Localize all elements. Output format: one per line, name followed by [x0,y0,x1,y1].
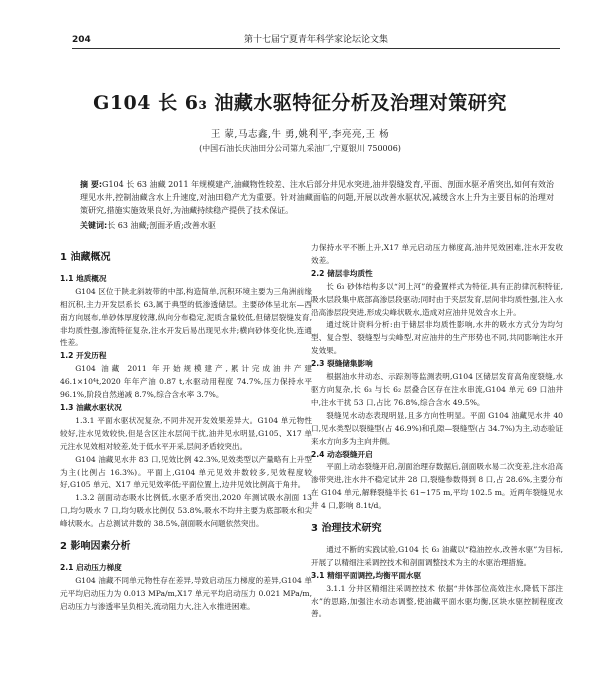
abstract [80,178,554,217]
affiliation: (中国石油长庆油田分公司第九采油厂,宁夏银川 750006) [199,144,401,153]
paper-title: G104 长 6₃ 油藏水驱特征分析及治理对策研究 [93,92,507,114]
journal-title: 第十七届宁夏青年科学家论坛论文集 [243,35,388,45]
section-heading: 1 油藏概况 [60,252,111,263]
keywords-text: 长 63 油藏;剖面矛盾;改善水驱 [107,221,216,230]
body-paragraph: 通过统计资料分析:由于储层非均质性影响,水井的吸水方式分为均匀型、复合型、裂缝型与尖峰型,对应油井的生产形势也不同,共同影响注水开发效果。 [311,320,563,356]
keywords [80,219,554,232]
subsection-heading: 1.3 油藏水驱状况 [60,402,122,412]
body-paragraph: G104 油藏见水井 83 口,见效比例 42.3%,见效类型以产量略有上升型为主(比例占 16.3%)。平面上,G104 单元见效井数较多,见效程度较好,G105 单元、X17 单元见效率低;平面位置上,边井见效比例高于角井。 [60,454,312,490]
body-paragraph: 1.3.2 剖面动态吸水比例低,水驱矛盾突出,2020 年测试吸水剖面 13 口,均匀吸水 7 口,均匀吸水比例仅 53.8%,吸水不均井主要为底部吸水和尖峰状吸水。占总测试井数的 38.5%,剖面吸水问题依然突出。 [60,493,312,529]
body-paragraph: 力保持水平不断上升,X17 单元启动压力梯度高,油井见效困难,注水开发收效差。 [311,243,563,265]
subsection-heading: 1.1 地质概况 [60,273,107,283]
subsection-heading: 1.2 开发历程 [60,351,107,361]
page-number: 204 [72,35,91,45]
body-paragraph: 通过不断的实践试验,G104 长 6₃ 油藏以“稳油控水,改善水驱”为目标,开展了以精细注采调控技术和剖面调整技术为主的水驱治理措施。 [311,544,563,567]
body-paragraph: 3.1.1 分井区精细注采调控技术 依据“井体部位高效注水,降低下部注水”的思路,加强注水动态调整,使油藏平面水驱均衡,区块水驱控制程度改善。 [311,583,563,619]
section-heading: 3 治理技术研究 [311,523,382,535]
body-paragraph: 根据油水井动态、示踪剂等监测表明,G104 区储层发育高角度裂缝,水驱方向复杂,长 6₃ 与长 6₂ 层叠合区存在注水串流,G104 单元 69 口油井中,注水干扰 53 口,占比 76.8%,综合含水 49.5%。 [311,372,563,407]
subsection-heading: 2.3 裂缝储集影响 [311,359,373,369]
body-paragraph: G104 油藏不同单元物性存在差异,导致启动压力梯度的差异,G104 单元平均启动压力为 0.013 MPa/m,X17 单元平均启动压力 0.021 MPa/m,启动压力与渗透率呈负相关,流动阻力大,注入水推进困难。 [60,575,312,611]
body-paragraph: 裂缝见水动态表现明显,且多方向性明显。平面 G104 油藏见水井 40 口,见水类型以裂缝型(占 46.9%)和孔隙—裂缝型(占 34.7%)为主,动态验证来水方向多为主向井侧。 [311,410,563,446]
running-header [72,34,560,49]
subsection-heading: 2.1 启动压力梯度 [60,562,122,572]
left-column [60,242,312,614]
author-list: 王 蒙,马志鑫,牛 勇,姚利平,李亮亮,王 杨 [210,129,390,140]
abstract-text: G104 长 63 油藏 2011 年规模建产,油藏物性较差、注水后部分井见水突进,油井裂缝发育,平面、剖面水驱矛盾突出,如何有效治理见水井,控制油藏含水上升速度,对油田稳产尤为重要。针对油藏面临的问题,开展以改善水驱状况,减缓含水上升为主要目标的治理对策研究,措施实施效果良好,为油藏持续稳产提供了技术保证。 [80,180,555,215]
subsection-heading: 2.4 动态裂缝开启 [311,449,373,459]
keywords-label: 关键词: [80,221,108,230]
subsection-heading: 2.2 储层非均质性 [311,268,373,278]
right-column [311,242,563,621]
body-paragraph: G104 油藏 2011 年开始规模建产,累计完成油井产建 46.1×10⁴t,2020 年年产油 0.87 t,水驱动用程度 74.7%,压力保持水平 96.1%,阶段自然递减 8.7%,综合含水率 3.7%。 [60,364,312,400]
body-paragraph: G104 区位于陕北斜坡带的中部,构造简单,沉积环境主要为三角洲前缘相沉积,主力开发层系长 63,属于典型的低渗透储层。主要砂体呈北东—西南方向展布,单砂体厚度较薄,纵向分布稳定,泥质含量较低,但储层裂缝发育,非均质性强,渗流特征复杂,注水开发后易出现见水井;横向砂体变化快,连通性差。 [60,286,312,348]
body-paragraph: 平面上动态裂缝开启,剖面治理存数据后,剖面吸水易二次变差,注水沿高渗带突进,注水井不稳定试井 28 口,裂缝参数得到 8 口,占 28.6%,主要分布在 G104 单元,解释裂缝半长 61~175 m,平均 102.5 m。近两年裂缝见水井 4 口,影响 8.1t/d。 [311,462,563,511]
abstract-label: 摘 要: [80,180,103,189]
subsection-heading: 3.1 精细平面调控,均衡平面水驱 [311,570,422,580]
body-paragraph: 1.3.1 平面水驱状况复杂,不同井况开发效果差异大。G104 单元物性较好,注水见效较快,但是含区注水层间干扰,油井见水明显,G105、X17 单元注水见效相对较差,处于低水平开采,层间矛盾较突出。 [60,415,312,451]
body-paragraph: 长 6₃ 砂体结构多以“河上河”的叠置样式为特征,具有正韵律沉积特征,吸水层段集中底部高渗层段驱动;同时由于夹层发育,层间非均质性强,注入水沿高渗层段突进,形成尖峰状吸水,造成对应油井见效含水上升。 [311,281,563,317]
section-heading: 2 影响因素分析 [60,541,131,553]
